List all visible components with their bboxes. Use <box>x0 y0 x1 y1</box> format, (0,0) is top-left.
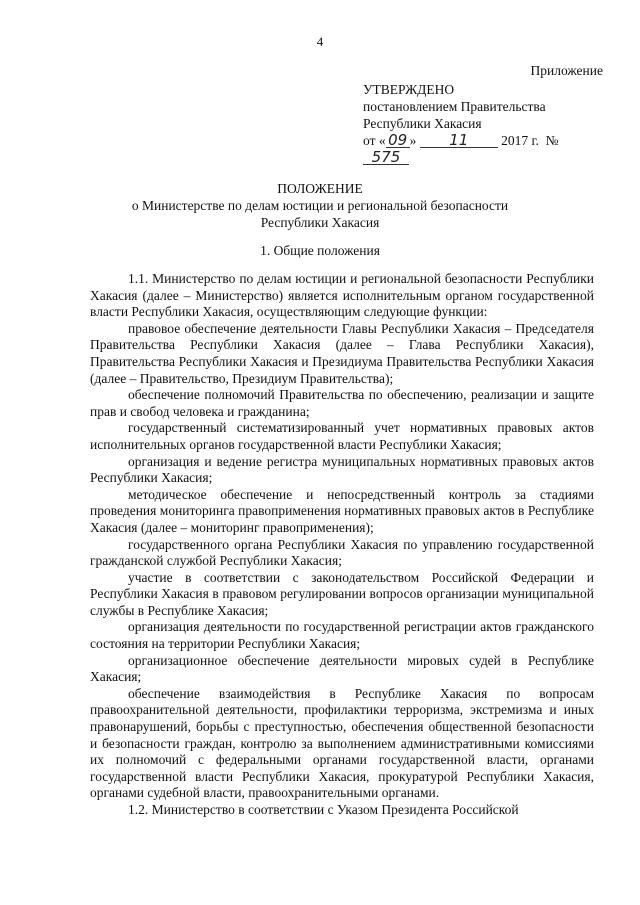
paragraph: обеспечение полномочий Правительства по обеспечению, реализации и защите прав и свобод человека и гражданина; <box>90 387 594 419</box>
appendix-label: Приложение <box>530 63 603 78</box>
handwritten-day: 09 <box>386 133 410 148</box>
paragraph: 1.2. Министерство в соответствии с Указом Президента Российской <box>128 802 519 817</box>
title-heading: ПОЛОЖЕНИЕ <box>277 181 363 196</box>
approved-label: УТВЕРЖДЕНО <box>363 82 455 97</box>
section-title: 1. Общие положения <box>260 243 380 258</box>
handwritten-month: 11 <box>420 133 498 148</box>
approval-date-line <box>363 132 603 166</box>
date-mid: » <box>409 133 417 148</box>
document-body <box>90 271 594 819</box>
approval-block <box>363 62 603 166</box>
paragraph: организация деятельности по государственной регистрации актов гражданского состояния на территории Республики Хакасия; <box>90 619 594 652</box>
date-year: 2017 г. <box>501 133 539 148</box>
number-prefix: № <box>545 133 559 148</box>
page-number: 4 <box>316 34 324 49</box>
paragraph: методическое обеспечение и непосредственный контроль за стадиями проведения мониторинга правоприменения нормативных правовых актов в Республике Хакасия (далее – мониторинг правоприменения); <box>90 486 594 535</box>
paragraph: правовое обеспечение деятельности Главы Республики Хакасия – Председателя Правительства Республики Хакасия (далее – Глава Республики Хакасия), Правительства Республики Хакасия и Президиума Правительства Республики Хакасия (далее – Правительство, Президиум Правительства); <box>90 320 594 386</box>
approval-line-2: Республики Хакасия <box>363 116 482 131</box>
paragraph: организация и ведение регистра муниципальных нормативных правовых актов Республики Хакасия; <box>90 453 594 486</box>
paragraph: 1.1. Министерство по делам юстиции и региональной безопасности Республики Хакасия (далее – Министерство) является исполнительным органом государственной власти Республики Хакасия, осуществляющим следующие функции: <box>90 271 594 320</box>
paragraph: государственного органа Республики Хакасия по управлению государственной гражданской службой Республики Хакасия; <box>90 536 594 569</box>
paragraph: участие в соответствии с законодательством Российской Федерации и Республики Хакасия в правовом регулировании вопросов организации муниципальной службы в Республике Хакасия; <box>90 569 594 618</box>
paragraph: обеспечение взаимодействия в Республике Хакасия по вопросам правоохранительной деятельности, профилактики терроризма, экстремизма и иных правонарушений, борьбы с преступностью, обеспечения общественной безопасности и безопасности граждан, контролю за выполнением административными комиссиями их полномочий с федеральными органами государственной власти, органами государственной власти Республики Хакасия, прокуратурой Республики Хакасия, органами судебной власти, правоохранительными органами. <box>90 685 594 801</box>
paragraph: организационное обеспечение деятельности мировых судей в Республике Хакасия; <box>90 652 594 685</box>
document-title <box>0 180 640 231</box>
approval-line-1: постановлением Правительства <box>363 99 546 114</box>
title-line-1: о Министерстве по делам юстиции и региональной безопасности <box>131 198 509 213</box>
title-line-2: Республики Хакасия <box>260 215 380 230</box>
handwritten-number: 575 <box>363 150 409 165</box>
date-prefix: от « <box>363 133 386 148</box>
paragraph: государственный систематизированный учет нормативных правовых актов исполнительных органов государственной власти Республики Хакасия; <box>90 420 594 452</box>
